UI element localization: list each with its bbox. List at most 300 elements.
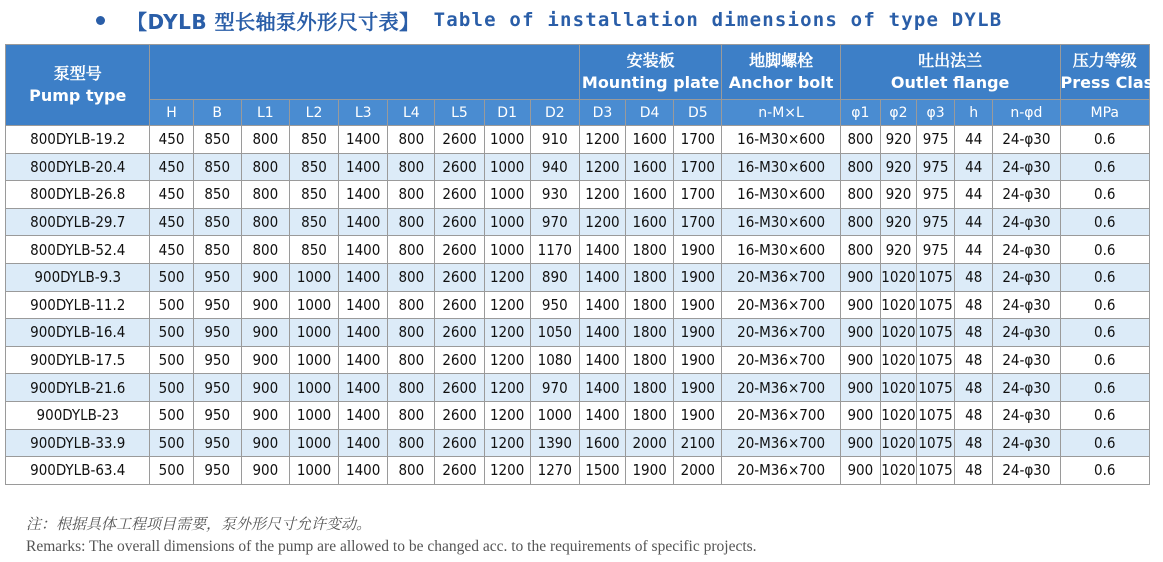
table-cell: 1400 — [339, 319, 388, 347]
table-cell: 1600 — [626, 208, 674, 236]
table-cell: 1400 — [339, 457, 388, 485]
table-cell: 48 — [955, 457, 993, 485]
table-cell: 800 — [840, 181, 880, 209]
table-cell: 900 — [241, 429, 289, 457]
table-cell: 890 — [530, 263, 579, 291]
column-header: n-φd — [993, 100, 1060, 126]
table-cell: 920 — [880, 126, 916, 154]
table-cell: 0.6 — [1060, 319, 1150, 347]
table-cell: 800 — [241, 126, 289, 154]
table-cell: 1270 — [530, 457, 579, 485]
table-cell: 800 — [388, 346, 435, 374]
table-cell: 970 — [530, 374, 579, 402]
table-cell: 900 — [840, 429, 880, 457]
table-cell: 1400 — [579, 401, 625, 429]
table-cell: 1400 — [579, 291, 625, 319]
table-row — [6, 126, 1150, 154]
table-cell: 1000 — [289, 291, 338, 319]
table-cell: 1000 — [484, 208, 530, 236]
table-cell: 0.6 — [1060, 346, 1150, 374]
table-cell: 1020 — [880, 291, 916, 319]
table-cell: 24-φ30 — [993, 208, 1060, 236]
table-cell: 24-φ30 — [993, 263, 1060, 291]
table-cell: 1900 — [674, 346, 722, 374]
table-cell: 2600 — [435, 346, 484, 374]
table-cell: 1200 — [484, 319, 530, 347]
table-cell: 920 — [880, 181, 916, 209]
table-cell: 1020 — [880, 429, 916, 457]
table-cell: 500 — [150, 263, 193, 291]
table-cell: 44 — [955, 236, 993, 264]
table-cell: 1000 — [484, 126, 530, 154]
table-cell: 1600 — [579, 429, 625, 457]
table-cell: 900 — [241, 457, 289, 485]
table-cell: 850 — [193, 236, 241, 264]
table-cell: 1075 — [917, 457, 955, 485]
dimensions-table — [5, 44, 1163, 485]
table-cell: 800 — [388, 319, 435, 347]
table-cell: 24-φ30 — [993, 291, 1060, 319]
table-cell: 2600 — [435, 208, 484, 236]
table-cell: 500 — [150, 346, 193, 374]
column-header: φ3 — [917, 100, 955, 126]
header-blank-group — [150, 45, 579, 100]
table-cell: 1020 — [880, 319, 916, 347]
table-cell: 920 — [880, 236, 916, 264]
table-cell: 800 — [241, 181, 289, 209]
table-cell: 24-φ30 — [993, 153, 1060, 181]
table-cell: 850 — [193, 153, 241, 181]
table-cell: 2600 — [435, 401, 484, 429]
table-cell: 900 — [241, 319, 289, 347]
table-cell: 950 — [193, 374, 241, 402]
table-cell: 1400 — [339, 181, 388, 209]
table-cell: 940 — [530, 153, 579, 181]
table-cell: 800 — [388, 429, 435, 457]
table-cell: 24-φ30 — [993, 401, 1060, 429]
table-cell: 1700 — [674, 208, 722, 236]
pump-type-cell: 800DYLB-29.7 — [6, 208, 150, 236]
table-cell: 2600 — [435, 374, 484, 402]
table-cell: 48 — [955, 263, 993, 291]
table-row — [6, 236, 1150, 264]
table-cell: 970 — [530, 208, 579, 236]
table-cell: 1600 — [626, 181, 674, 209]
table-cell: 1075 — [917, 291, 955, 319]
table-cell: 1000 — [289, 319, 338, 347]
table-row — [6, 319, 1150, 347]
table-cell: 2600 — [435, 263, 484, 291]
column-header: D5 — [674, 100, 722, 126]
table-cell: 1000 — [484, 236, 530, 264]
table-cell: 1000 — [289, 429, 338, 457]
header-outlet-flange-en: Outlet flange — [890, 73, 1010, 92]
table-cell: 850 — [193, 126, 241, 154]
column-header: B — [193, 100, 241, 126]
table-cell: 950 — [193, 263, 241, 291]
table-cell: 1200 — [484, 429, 530, 457]
pump-type-cell: 900DYLB-33.9 — [6, 429, 150, 457]
table-cell: 1800 — [626, 263, 674, 291]
table-cell: 1700 — [674, 181, 722, 209]
table-cell: 1050 — [530, 319, 579, 347]
table-cell: 20-M36×700 — [722, 401, 840, 429]
table-cell: 2600 — [435, 153, 484, 181]
table-cell: 900 — [840, 319, 880, 347]
table-cell: 2600 — [435, 236, 484, 264]
table-cell: 975 — [917, 236, 955, 264]
column-header: D1 — [484, 100, 530, 126]
table-cell: 850 — [289, 236, 338, 264]
table-cell: 1080 — [530, 346, 579, 374]
table-cell: 1800 — [626, 401, 674, 429]
table-cell: 850 — [289, 181, 338, 209]
header-pump-type-en: Pump type — [29, 86, 127, 105]
table-cell: 16-M30×600 — [722, 126, 840, 154]
table-cell: 975 — [917, 181, 955, 209]
table-cell: 48 — [955, 429, 993, 457]
table-cell: 2000 — [674, 457, 722, 485]
table-cell: 0.6 — [1060, 236, 1150, 264]
table-cell: 1170 — [530, 236, 579, 264]
table-cell: 500 — [150, 401, 193, 429]
table-cell: 0.6 — [1060, 401, 1150, 429]
column-header: L1 — [241, 100, 289, 126]
table-cell: 1000 — [289, 374, 338, 402]
table-cell: 0.6 — [1060, 457, 1150, 485]
table-cell: 900 — [840, 291, 880, 319]
header-anchor-bolt — [722, 45, 840, 100]
table-cell: 920 — [880, 208, 916, 236]
table-cell: 0.6 — [1060, 374, 1150, 402]
table-row — [6, 457, 1150, 485]
table-cell: 1800 — [626, 236, 674, 264]
table-cell: 1200 — [484, 401, 530, 429]
table-cell: 1075 — [917, 319, 955, 347]
table-cell: 1200 — [484, 374, 530, 402]
table-cell: 850 — [289, 153, 338, 181]
pump-type-cell: 900DYLB-11.2 — [6, 291, 150, 319]
table-cell: 1900 — [674, 291, 722, 319]
table-cell: 500 — [150, 429, 193, 457]
table-cell: 1000 — [289, 401, 338, 429]
table-cell: 20-M36×700 — [722, 291, 840, 319]
header-pump-type — [6, 45, 150, 126]
header-mounting-plate — [579, 45, 721, 100]
table-cell: 1900 — [674, 374, 722, 402]
column-header: D4 — [626, 100, 674, 126]
table-cell: 900 — [241, 346, 289, 374]
table-cell: 1075 — [917, 374, 955, 402]
table-cell: 16-M30×600 — [722, 236, 840, 264]
header-mounting-plate-cn: 安装板 — [626, 51, 675, 70]
table-cell: 44 — [955, 126, 993, 154]
table-cell: 24-φ30 — [993, 181, 1060, 209]
table-cell: 1700 — [674, 126, 722, 154]
pump-type-cell: 900DYLB-9.3 — [6, 263, 150, 291]
table-cell: 920 — [880, 153, 916, 181]
table-cell: 24-φ30 — [993, 236, 1060, 264]
column-header: h — [955, 100, 993, 126]
table-cell: 24-φ30 — [993, 319, 1060, 347]
table-cell: 500 — [150, 291, 193, 319]
table-cell: 1020 — [880, 374, 916, 402]
table-cell: 16-M30×600 — [722, 153, 840, 181]
table-cell: 1020 — [880, 457, 916, 485]
table-cell: 1075 — [917, 263, 955, 291]
pump-type-cell: 900DYLB-23 — [6, 401, 150, 429]
table-cell: 48 — [955, 319, 993, 347]
column-header: MPa — [1060, 100, 1150, 126]
table-cell: 1200 — [579, 153, 625, 181]
table-row — [6, 208, 1150, 236]
table-cell: 1900 — [674, 263, 722, 291]
pump-type-cell: 900DYLB-16.4 — [6, 319, 150, 347]
table-cell: 2600 — [435, 126, 484, 154]
column-header: D2 — [530, 100, 579, 126]
table-cell: 2000 — [626, 429, 674, 457]
table-cell: 1400 — [339, 401, 388, 429]
title-english: Table of installation dimensions of type DYLB — [433, 9, 1003, 31]
table-cell: 450 — [150, 181, 193, 209]
table-cell: 24-φ30 — [993, 457, 1060, 485]
column-header: n-M×L — [722, 100, 840, 126]
table-cell: 950 — [193, 429, 241, 457]
table-cell: 800 — [388, 208, 435, 236]
table-cell: 800 — [388, 457, 435, 485]
table-cell: 500 — [150, 374, 193, 402]
table-cell: 48 — [955, 374, 993, 402]
table-cell: 1900 — [674, 319, 722, 347]
table-cell: 1900 — [674, 401, 722, 429]
table-cell: 900 — [241, 263, 289, 291]
table-cell: 1075 — [917, 429, 955, 457]
table-cell: 16-M30×600 — [722, 181, 840, 209]
table-cell: 900 — [840, 401, 880, 429]
pump-type-cell: 900DYLB-21.6 — [6, 374, 150, 402]
table-cell: 1900 — [626, 457, 674, 485]
table-cell: 1390 — [530, 429, 579, 457]
table-cell: 44 — [955, 181, 993, 209]
table-cell: 0.6 — [1060, 181, 1150, 209]
page-title — [96, 4, 1002, 36]
header-outlet-flange — [840, 45, 1060, 100]
table-cell: 1400 — [579, 346, 625, 374]
table-cell: 1200 — [484, 263, 530, 291]
table-cell: 900 — [840, 263, 880, 291]
table-cell: 1000 — [289, 263, 338, 291]
table-cell: 1200 — [579, 181, 625, 209]
header-mounting-plate-en: Mounting plate — [581, 73, 720, 92]
table-cell: 1600 — [626, 126, 674, 154]
table-cell: 450 — [150, 236, 193, 264]
table-cell: 1200 — [579, 208, 625, 236]
pump-type-cell: 900DYLB-17.5 — [6, 346, 150, 374]
table-cell: 1400 — [339, 374, 388, 402]
table-cell: 1400 — [579, 374, 625, 402]
table-cell: 20-M36×700 — [722, 457, 840, 485]
table-cell: 44 — [955, 153, 993, 181]
column-header-row — [6, 100, 1150, 126]
column-header: L5 — [435, 100, 484, 126]
remark-english: Remarks: The overall dimensions of the pump are allowed to be changed acc. to the requirements of specific projects. — [26, 538, 757, 555]
table-cell: 900 — [241, 401, 289, 429]
column-header: L4 — [388, 100, 435, 126]
table-cell: 900 — [241, 291, 289, 319]
column-header: D3 — [579, 100, 625, 126]
column-header: L3 — [339, 100, 388, 126]
table-cell: 1800 — [626, 374, 674, 402]
table-cell: 975 — [917, 153, 955, 181]
table-row — [6, 346, 1150, 374]
table-row — [6, 291, 1150, 319]
table-cell: 500 — [150, 457, 193, 485]
column-header: H — [150, 100, 193, 126]
table-cell: 2600 — [435, 181, 484, 209]
pump-type-cell: 800DYLB-52.4 — [6, 236, 150, 264]
table-cell: 24-φ30 — [993, 374, 1060, 402]
table-cell: 950 — [193, 319, 241, 347]
table-cell: 450 — [150, 126, 193, 154]
table-cell: 16-M30×600 — [722, 208, 840, 236]
table-cell: 910 — [530, 126, 579, 154]
table-cell: 0.6 — [1060, 126, 1150, 154]
table-cell: 1700 — [674, 153, 722, 181]
table-cell: 0.6 — [1060, 429, 1150, 457]
table-cell: 950 — [193, 346, 241, 374]
table-cell: 1400 — [339, 291, 388, 319]
table-cell: 1200 — [579, 126, 625, 154]
table-cell: 1400 — [579, 236, 625, 264]
header-pump-type-cn: 泵型号 — [53, 64, 102, 83]
table-cell: 800 — [840, 153, 880, 181]
table-cell: 800 — [388, 401, 435, 429]
table-cell: 1200 — [484, 457, 530, 485]
table-cell: 1400 — [339, 236, 388, 264]
table-cell: 1800 — [626, 346, 674, 374]
table-cell: 800 — [840, 236, 880, 264]
table-row — [6, 429, 1150, 457]
table-row — [6, 263, 1150, 291]
table-cell: 1400 — [339, 429, 388, 457]
table-cell: 44 — [955, 208, 993, 236]
header-anchor-bolt-cn: 地脚螺栓 — [749, 51, 814, 70]
table-cell: 450 — [150, 153, 193, 181]
table-cell: 800 — [840, 208, 880, 236]
title-chinese: 【DYLB 型长轴泵外形尺寸表】 — [127, 9, 420, 34]
table-cell: 900 — [241, 374, 289, 402]
table-cell: 950 — [193, 291, 241, 319]
header-anchor-bolt-en: Anchor bolt — [728, 73, 834, 92]
table-cell: 20-M36×700 — [722, 374, 840, 402]
table-cell: 850 — [193, 181, 241, 209]
table-cell: 1400 — [339, 346, 388, 374]
table-cell: 20-M36×700 — [722, 263, 840, 291]
header-press-class-cn: 压力等级 — [1072, 51, 1137, 70]
table-cell: 950 — [193, 457, 241, 485]
table-cell: 900 — [840, 346, 880, 374]
table-cell: 950 — [193, 401, 241, 429]
header-press-class-en: Press Class — [1060, 73, 1163, 92]
table-cell: 800 — [241, 208, 289, 236]
column-header: φ2 — [880, 100, 916, 126]
table-cell: 0.6 — [1060, 263, 1150, 291]
table-cell: 20-M36×700 — [722, 346, 840, 374]
table-cell: 1400 — [339, 153, 388, 181]
table-cell: 1400 — [579, 319, 625, 347]
table-cell: 800 — [840, 126, 880, 154]
table-cell: 1075 — [917, 401, 955, 429]
table-cell: 900 — [840, 457, 880, 485]
table-cell: 500 — [150, 319, 193, 347]
table-cell: 1000 — [289, 346, 338, 374]
table-cell: 0.6 — [1060, 291, 1150, 319]
table-cell: 2600 — [435, 429, 484, 457]
pump-type-cell: 800DYLB-26.8 — [6, 181, 150, 209]
table-cell: 850 — [193, 208, 241, 236]
table-cell: 24-φ30 — [993, 126, 1060, 154]
table-cell: 800 — [241, 236, 289, 264]
table-cell: 2600 — [435, 291, 484, 319]
table-cell: 48 — [955, 291, 993, 319]
table-row — [6, 374, 1150, 402]
table-cell: 800 — [388, 263, 435, 291]
table-cell: 900 — [840, 374, 880, 402]
table-cell: 24-φ30 — [993, 346, 1060, 374]
column-header: L2 — [289, 100, 338, 126]
pump-type-cell: 900DYLB-63.4 — [6, 457, 150, 485]
table-body — [6, 126, 1150, 485]
table-cell: 1900 — [674, 236, 722, 264]
table-header — [6, 45, 1163, 126]
header-press-class — [1060, 45, 1163, 100]
table-cell: 800 — [241, 153, 289, 181]
table-cell: 1000 — [484, 181, 530, 209]
table-cell: 1400 — [339, 126, 388, 154]
table-cell: 975 — [917, 208, 955, 236]
table-cell: 800 — [388, 153, 435, 181]
table-cell: 1200 — [484, 291, 530, 319]
table-cell: 1500 — [579, 457, 625, 485]
pump-type-cell: 800DYLB-19.2 — [6, 126, 150, 154]
table-row — [6, 181, 1150, 209]
table-cell: 2600 — [435, 457, 484, 485]
table-cell: 20-M36×700 — [722, 429, 840, 457]
table-cell: 1600 — [626, 153, 674, 181]
remark-chinese: 注：根据具体工程项目需要，泵外形尺寸允许变动。 — [26, 515, 372, 533]
table-cell: 800 — [388, 291, 435, 319]
table-cell: 1400 — [339, 263, 388, 291]
table-cell: 1020 — [880, 346, 916, 374]
pump-type-cell: 800DYLB-20.4 — [6, 153, 150, 181]
table-cell: 48 — [955, 401, 993, 429]
table-cell: 1020 — [880, 263, 916, 291]
table-cell: 0.6 — [1060, 153, 1150, 181]
table-cell: 20-M36×700 — [722, 319, 840, 347]
table-cell: 1400 — [339, 208, 388, 236]
table-cell: 1800 — [626, 291, 674, 319]
column-header: φ1 — [840, 100, 880, 126]
table-cell: 800 — [388, 236, 435, 264]
bullet-icon — [96, 16, 105, 25]
table-cell: 975 — [917, 126, 955, 154]
table-cell: 1000 — [530, 401, 579, 429]
table-row — [6, 153, 1150, 181]
table-cell: 48 — [955, 346, 993, 374]
table-cell: 1000 — [484, 153, 530, 181]
table-cell: 850 — [289, 208, 338, 236]
table-cell: 1020 — [880, 401, 916, 429]
